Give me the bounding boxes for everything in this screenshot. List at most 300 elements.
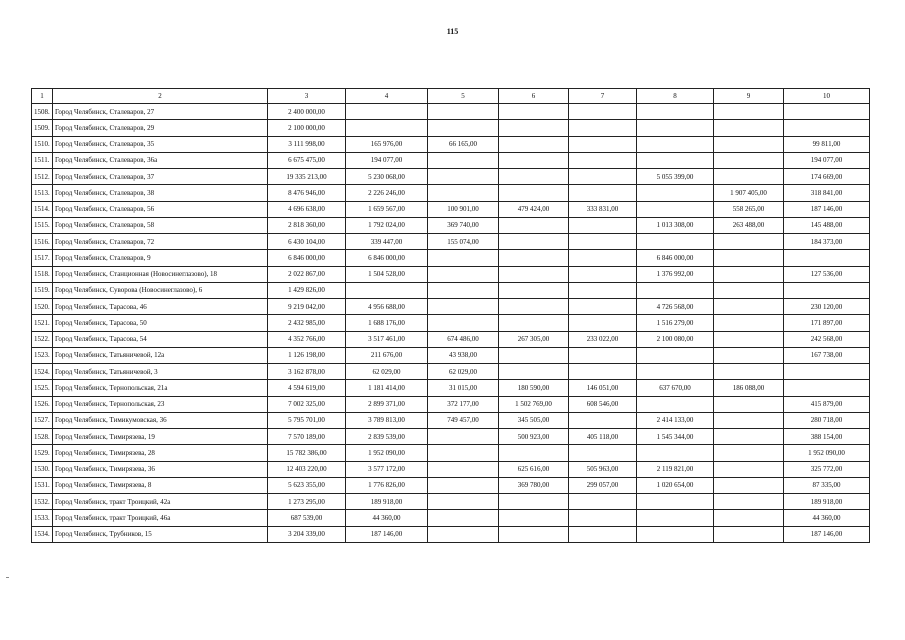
amount-cell: 180 590,00: [499, 380, 569, 396]
amount-cell: 6 846 000,00: [268, 250, 346, 266]
amount-cell: [714, 315, 784, 331]
amount-cell: [569, 347, 637, 363]
amount-cell: 3 517 461,00: [346, 331, 428, 347]
scan-mark: [6, 577, 9, 578]
amount-cell: 1 181 414,00: [346, 380, 428, 396]
amount-cell: 194 077,00: [784, 152, 870, 168]
amount-cell: 5 055 399,00: [637, 169, 714, 185]
amount-cell: 3 162 878,00: [268, 364, 346, 380]
amount-cell: [637, 282, 714, 298]
amount-cell: 184 373,00: [784, 234, 870, 250]
amount-cell: [784, 104, 870, 120]
address-cell: Город Челябинск, Сталеваров, 35: [53, 136, 268, 152]
amount-cell: 339 447,00: [346, 234, 428, 250]
amount-cell: [569, 250, 637, 266]
amount-cell: [499, 266, 569, 282]
amount-cell: [714, 526, 784, 542]
amount-cell: 62 029,00: [346, 364, 428, 380]
amount-cell: [714, 510, 784, 526]
amount-cell: [569, 136, 637, 152]
amount-cell: 100 901,00: [428, 201, 499, 217]
row-number-cell: 1533.: [32, 510, 53, 526]
amount-cell: 2 818 360,00: [268, 217, 346, 233]
amount-cell: [569, 282, 637, 298]
amount-cell: 267 305,00: [499, 331, 569, 347]
amount-cell: 171 897,00: [784, 315, 870, 331]
address-cell: Город Челябинск, Сталеваров, 72: [53, 234, 268, 250]
table-row: [32, 364, 870, 380]
amount-cell: [784, 250, 870, 266]
address-cell: Город Челябинск, Татьяничевой, 12а: [53, 347, 268, 363]
amount-cell: 5 230 068,00: [346, 169, 428, 185]
address-cell: Город Челябинск, Сталеваров, 27: [53, 104, 268, 120]
amount-cell: 145 488,00: [784, 217, 870, 233]
amount-cell: [714, 169, 784, 185]
amount-cell: [714, 477, 784, 493]
amount-cell: [714, 396, 784, 412]
amount-cell: [784, 364, 870, 380]
amount-cell: 1 688 176,00: [346, 315, 428, 331]
amount-cell: 372 177,00: [428, 396, 499, 412]
amount-cell: 186 088,00: [714, 380, 784, 396]
amount-cell: [428, 494, 499, 510]
amount-cell: 174 669,00: [784, 169, 870, 185]
amount-cell: 1 516 279,00: [637, 315, 714, 331]
amount-cell: 1 020 654,00: [637, 477, 714, 493]
amount-cell: [499, 315, 569, 331]
amount-cell: 31 015,00: [428, 380, 499, 396]
amount-cell: [499, 494, 569, 510]
amount-cell: [569, 104, 637, 120]
page-number: 115: [446, 27, 459, 36]
row-number-cell: 1512.: [32, 169, 53, 185]
amount-cell: [499, 250, 569, 266]
address-cell: Город Челябинск, Татьяничевой, 3: [53, 364, 268, 380]
row-number-cell: 1515.: [32, 217, 53, 233]
amount-cell: 167 738,00: [784, 347, 870, 363]
amount-cell: 189 918,00: [784, 494, 870, 510]
amount-cell: 43 938,00: [428, 347, 499, 363]
table-row: [32, 315, 870, 331]
amount-cell: [714, 429, 784, 445]
amount-cell: 189 918,00: [346, 494, 428, 510]
amount-cell: 233 022,00: [569, 331, 637, 347]
column-header: 5: [428, 89, 499, 104]
amount-cell: [428, 104, 499, 120]
row-number-cell: 1524.: [32, 364, 53, 380]
amount-cell: 1 545 344,00: [637, 429, 714, 445]
amount-cell: [714, 364, 784, 380]
amount-cell: 165 976,00: [346, 136, 428, 152]
amount-cell: 2 432 985,00: [268, 315, 346, 331]
amount-cell: [499, 185, 569, 201]
column-header: 4: [346, 89, 428, 104]
address-cell: Город Челябинск, Суворова (Новосинеглазово), 6: [53, 282, 268, 298]
amount-cell: 1 907 405,00: [714, 185, 784, 201]
amount-cell: 2 100 000,00: [268, 120, 346, 136]
amount-cell: 66 165,00: [428, 136, 499, 152]
amount-cell: 194 077,00: [346, 152, 428, 168]
table-row: [32, 412, 870, 428]
amount-cell: 7 570 189,00: [268, 429, 346, 445]
amount-cell: 388 154,00: [784, 429, 870, 445]
amount-cell: [714, 331, 784, 347]
address-cell: Город Челябинск, Тимирязева, 28: [53, 445, 268, 461]
row-number-cell: 1508.: [32, 104, 53, 120]
row-number-cell: 1534.: [32, 526, 53, 542]
table-row: [32, 152, 870, 168]
amount-cell: [714, 104, 784, 120]
amount-cell: 325 772,00: [784, 461, 870, 477]
amount-cell: [637, 396, 714, 412]
address-cell: Город Челябинск, Тимикумовская, 36: [53, 412, 268, 428]
amount-cell: [714, 152, 784, 168]
address-cell: Город Челябинск, Станционная (Новосинеглазово), 18: [53, 266, 268, 282]
amount-cell: 415 879,00: [784, 396, 870, 412]
amount-cell: 5 623 355,00: [268, 477, 346, 493]
amount-cell: 500 923,00: [499, 429, 569, 445]
row-number-cell: 1511.: [32, 152, 53, 168]
address-cell: Город Челябинск, тракт Троицкий, 46а: [53, 510, 268, 526]
amount-cell: 1 013 308,00: [637, 217, 714, 233]
amount-cell: 405 118,00: [569, 429, 637, 445]
address-cell: Город Челябинск, Сталеваров, 37: [53, 169, 268, 185]
column-header: 6: [499, 89, 569, 104]
address-cell: Город Челябинск, Тернопольская, 21а: [53, 380, 268, 396]
amount-cell: 44 360,00: [784, 510, 870, 526]
table-row: [32, 331, 870, 347]
amount-cell: 3 577 172,00: [346, 461, 428, 477]
amount-cell: [637, 510, 714, 526]
amount-cell: 674 486,00: [428, 331, 499, 347]
amount-cell: 127 536,00: [784, 266, 870, 282]
address-cell: Город Челябинск, Сталеваров, 58: [53, 217, 268, 233]
amount-cell: [784, 380, 870, 396]
amount-cell: [428, 526, 499, 542]
amount-cell: 146 051,00: [569, 380, 637, 396]
amount-cell: [428, 120, 499, 136]
amount-cell: [714, 120, 784, 136]
amount-cell: 479 424,00: [499, 201, 569, 217]
row-number-cell: 1530.: [32, 461, 53, 477]
amount-cell: 4 956 688,00: [346, 299, 428, 315]
amount-cell: [428, 429, 499, 445]
table-row: [32, 429, 870, 445]
amount-cell: 187 146,00: [346, 526, 428, 542]
amount-cell: [784, 282, 870, 298]
row-number-cell: 1518.: [32, 266, 53, 282]
amount-cell: [499, 526, 569, 542]
column-header: 2: [53, 89, 268, 104]
address-cell: Город Челябинск, Тернопольская, 23: [53, 396, 268, 412]
amount-cell: 280 718,00: [784, 412, 870, 428]
column-header: 1: [32, 89, 53, 104]
address-cell: Город Челябинск, Тимирязева, 8: [53, 477, 268, 493]
column-header: 7: [569, 89, 637, 104]
table-row: [32, 445, 870, 461]
amount-cell: 263 488,00: [714, 217, 784, 233]
amount-cell: 1 776 826,00: [346, 477, 428, 493]
amount-cell: [637, 185, 714, 201]
amount-cell: 4 594 619,00: [268, 380, 346, 396]
amount-cell: [714, 347, 784, 363]
row-number-cell: 1526.: [32, 396, 53, 412]
address-cell: Город Челябинск, Тарасова, 50: [53, 315, 268, 331]
amount-cell: [714, 461, 784, 477]
address-cell: Город Челябинск, Трубников, 15: [53, 526, 268, 542]
amount-cell: 1 502 769,00: [499, 396, 569, 412]
address-cell: Город Челябинск, Сталеваров, 56: [53, 201, 268, 217]
amount-cell: 187 146,00: [784, 526, 870, 542]
row-number-cell: 1517.: [32, 250, 53, 266]
amount-cell: 4 352 766,00: [268, 331, 346, 347]
row-number-cell: 1514.: [32, 201, 53, 217]
row-number-cell: 1531.: [32, 477, 53, 493]
amount-cell: 44 360,00: [346, 510, 428, 526]
amount-cell: [569, 299, 637, 315]
amount-cell: [714, 299, 784, 315]
amount-cell: [637, 347, 714, 363]
amount-cell: [569, 169, 637, 185]
amount-cell: 749 457,00: [428, 412, 499, 428]
amount-cell: 211 676,00: [346, 347, 428, 363]
amount-cell: 2 119 821,00: [637, 461, 714, 477]
amount-cell: [499, 364, 569, 380]
amount-cell: [714, 136, 784, 152]
table-row: [32, 299, 870, 315]
amount-cell: 2 022 867,00: [268, 266, 346, 282]
amount-cell: 345 505,00: [499, 412, 569, 428]
amount-cell: [569, 526, 637, 542]
amount-cell: [428, 510, 499, 526]
amount-cell: [428, 461, 499, 477]
amount-cell: [569, 510, 637, 526]
amount-cell: [569, 185, 637, 201]
row-number-cell: 1519.: [32, 282, 53, 298]
column-header: 8: [637, 89, 714, 104]
amount-cell: [499, 299, 569, 315]
amount-cell: [714, 412, 784, 428]
amount-cell: 9 219 042,00: [268, 299, 346, 315]
amount-cell: 8 476 946,00: [268, 185, 346, 201]
amount-cell: [499, 234, 569, 250]
amount-cell: [637, 445, 714, 461]
row-number-cell: 1529.: [32, 445, 53, 461]
amount-cell: 1 952 090,00: [784, 445, 870, 461]
table-row: [32, 234, 870, 250]
amount-cell: [784, 120, 870, 136]
address-cell: Город Челябинск, Тарасова, 54: [53, 331, 268, 347]
amount-cell: [569, 445, 637, 461]
amount-cell: [499, 104, 569, 120]
amount-cell: 6 675 475,00: [268, 152, 346, 168]
table-row: [32, 494, 870, 510]
amount-cell: [569, 120, 637, 136]
amount-cell: [569, 364, 637, 380]
amount-cell: 369 740,00: [428, 217, 499, 233]
amount-cell: 1 659 567,00: [346, 201, 428, 217]
table-row: [32, 250, 870, 266]
row-number-cell: 1510.: [32, 136, 53, 152]
amount-cell: 4 726 568,00: [637, 299, 714, 315]
amount-cell: [499, 217, 569, 233]
amount-cell: 7 002 325,00: [268, 396, 346, 412]
amount-cell: [346, 120, 428, 136]
amount-cell: [428, 169, 499, 185]
address-cell: Город Челябинск, Тимирязева, 36: [53, 461, 268, 477]
amount-cell: 12 403 220,00: [268, 461, 346, 477]
amount-cell: [637, 120, 714, 136]
amount-cell: 3 789 813,00: [346, 412, 428, 428]
amount-cell: 99 811,00: [784, 136, 870, 152]
amount-cell: 15 782 386,00: [268, 445, 346, 461]
amount-cell: [637, 152, 714, 168]
row-number-cell: 1513.: [32, 185, 53, 201]
table-row: [32, 185, 870, 201]
amount-cell: [569, 152, 637, 168]
table-header-row: [32, 89, 870, 104]
amount-cell: 1 126 198,00: [268, 347, 346, 363]
table-row: [32, 266, 870, 282]
amount-cell: [569, 412, 637, 428]
amount-cell: 6 846 000,00: [637, 250, 714, 266]
amount-cell: [428, 282, 499, 298]
amount-cell: 6 430 104,00: [268, 234, 346, 250]
amount-cell: 558 265,00: [714, 201, 784, 217]
row-number-cell: 1523.: [32, 347, 53, 363]
amount-cell: [499, 445, 569, 461]
amount-cell: [346, 104, 428, 120]
amount-cell: [569, 315, 637, 331]
row-number-cell: 1525.: [32, 380, 53, 396]
amount-cell: 242 568,00: [784, 331, 870, 347]
amount-cell: [499, 510, 569, 526]
amount-cell: [499, 152, 569, 168]
table-row: [32, 217, 870, 233]
column-header: 10: [784, 89, 870, 104]
table-row: [32, 380, 870, 396]
table-row: [32, 510, 870, 526]
amount-cell: 5 795 701,00: [268, 412, 346, 428]
amount-cell: 230 120,00: [784, 299, 870, 315]
row-number-cell: 1509.: [32, 120, 53, 136]
address-cell: Город Челябинск, Сталеваров, 29: [53, 120, 268, 136]
amount-cell: 2 414 133,00: [637, 412, 714, 428]
amount-cell: 2 400 000,00: [268, 104, 346, 120]
data-table: [31, 88, 870, 543]
amount-cell: [428, 152, 499, 168]
amount-cell: [499, 282, 569, 298]
amount-cell: 2 100 080,00: [637, 331, 714, 347]
table-row: [32, 282, 870, 298]
row-number-cell: 1522.: [32, 331, 53, 347]
amount-cell: [569, 234, 637, 250]
amount-cell: [499, 136, 569, 152]
amount-cell: 687 539,00: [268, 510, 346, 526]
amount-cell: [499, 347, 569, 363]
table-row: [32, 347, 870, 363]
amount-cell: [637, 364, 714, 380]
table-row: [32, 136, 870, 152]
row-number-cell: 1520.: [32, 299, 53, 315]
amount-cell: [637, 201, 714, 217]
amount-cell: [714, 266, 784, 282]
table-row: [32, 201, 870, 217]
amount-cell: 2 226 246,00: [346, 185, 428, 201]
row-number-cell: 1532.: [32, 494, 53, 510]
amount-cell: [428, 299, 499, 315]
amount-cell: 62 029,00: [428, 364, 499, 380]
amount-cell: [569, 494, 637, 510]
amount-cell: [637, 104, 714, 120]
address-cell: Город Челябинск, Сталеваров, 36а: [53, 152, 268, 168]
amount-cell: 155 074,00: [428, 234, 499, 250]
amount-cell: [346, 282, 428, 298]
amount-cell: 1 273 295,00: [268, 494, 346, 510]
amount-cell: [428, 250, 499, 266]
amount-cell: 608 546,00: [569, 396, 637, 412]
column-header: 9: [714, 89, 784, 104]
table-row: [32, 461, 870, 477]
amount-cell: 625 616,00: [499, 461, 569, 477]
amount-cell: 87 335,00: [784, 477, 870, 493]
table-row: [32, 477, 870, 493]
amount-cell: [428, 185, 499, 201]
amount-cell: [637, 136, 714, 152]
amount-cell: 3 111 998,00: [268, 136, 346, 152]
amount-cell: [714, 234, 784, 250]
address-cell: Город Челябинск, тракт Троицкий, 42а: [53, 494, 268, 510]
row-number-cell: 1521.: [32, 315, 53, 331]
amount-cell: [714, 250, 784, 266]
amount-cell: [569, 217, 637, 233]
amount-cell: 187 146,00: [784, 201, 870, 217]
amount-cell: [428, 445, 499, 461]
amount-cell: 1 376 992,00: [637, 266, 714, 282]
amount-cell: 369 780,00: [499, 477, 569, 493]
amount-cell: 4 696 638,00: [268, 201, 346, 217]
amount-cell: 2 839 539,00: [346, 429, 428, 445]
row-number-cell: 1528.: [32, 429, 53, 445]
table-row: [32, 169, 870, 185]
amount-cell: [499, 169, 569, 185]
table-row: [32, 104, 870, 120]
table-row: [32, 396, 870, 412]
column-header: 3: [268, 89, 346, 104]
amount-cell: 1 504 528,00: [346, 266, 428, 282]
amount-cell: 1 792 024,00: [346, 217, 428, 233]
amount-cell: 6 846 000,00: [346, 250, 428, 266]
amount-cell: [714, 282, 784, 298]
amount-cell: [637, 494, 714, 510]
table-row: [32, 526, 870, 542]
amount-cell: 19 335 213,00: [268, 169, 346, 185]
amount-cell: [428, 477, 499, 493]
amount-cell: [714, 494, 784, 510]
amount-cell: 1 952 090,00: [346, 445, 428, 461]
amount-cell: 2 899 371,00: [346, 396, 428, 412]
amount-cell: [714, 445, 784, 461]
table-row: [32, 120, 870, 136]
amount-cell: [637, 526, 714, 542]
amount-cell: 1 429 826,00: [268, 282, 346, 298]
amount-cell: 637 670,00: [637, 380, 714, 396]
amount-cell: 505 963,00: [569, 461, 637, 477]
amount-cell: 318 841,00: [784, 185, 870, 201]
address-cell: Город Челябинск, Сталеваров, 9: [53, 250, 268, 266]
amount-cell: [569, 266, 637, 282]
row-number-cell: 1527.: [32, 412, 53, 428]
